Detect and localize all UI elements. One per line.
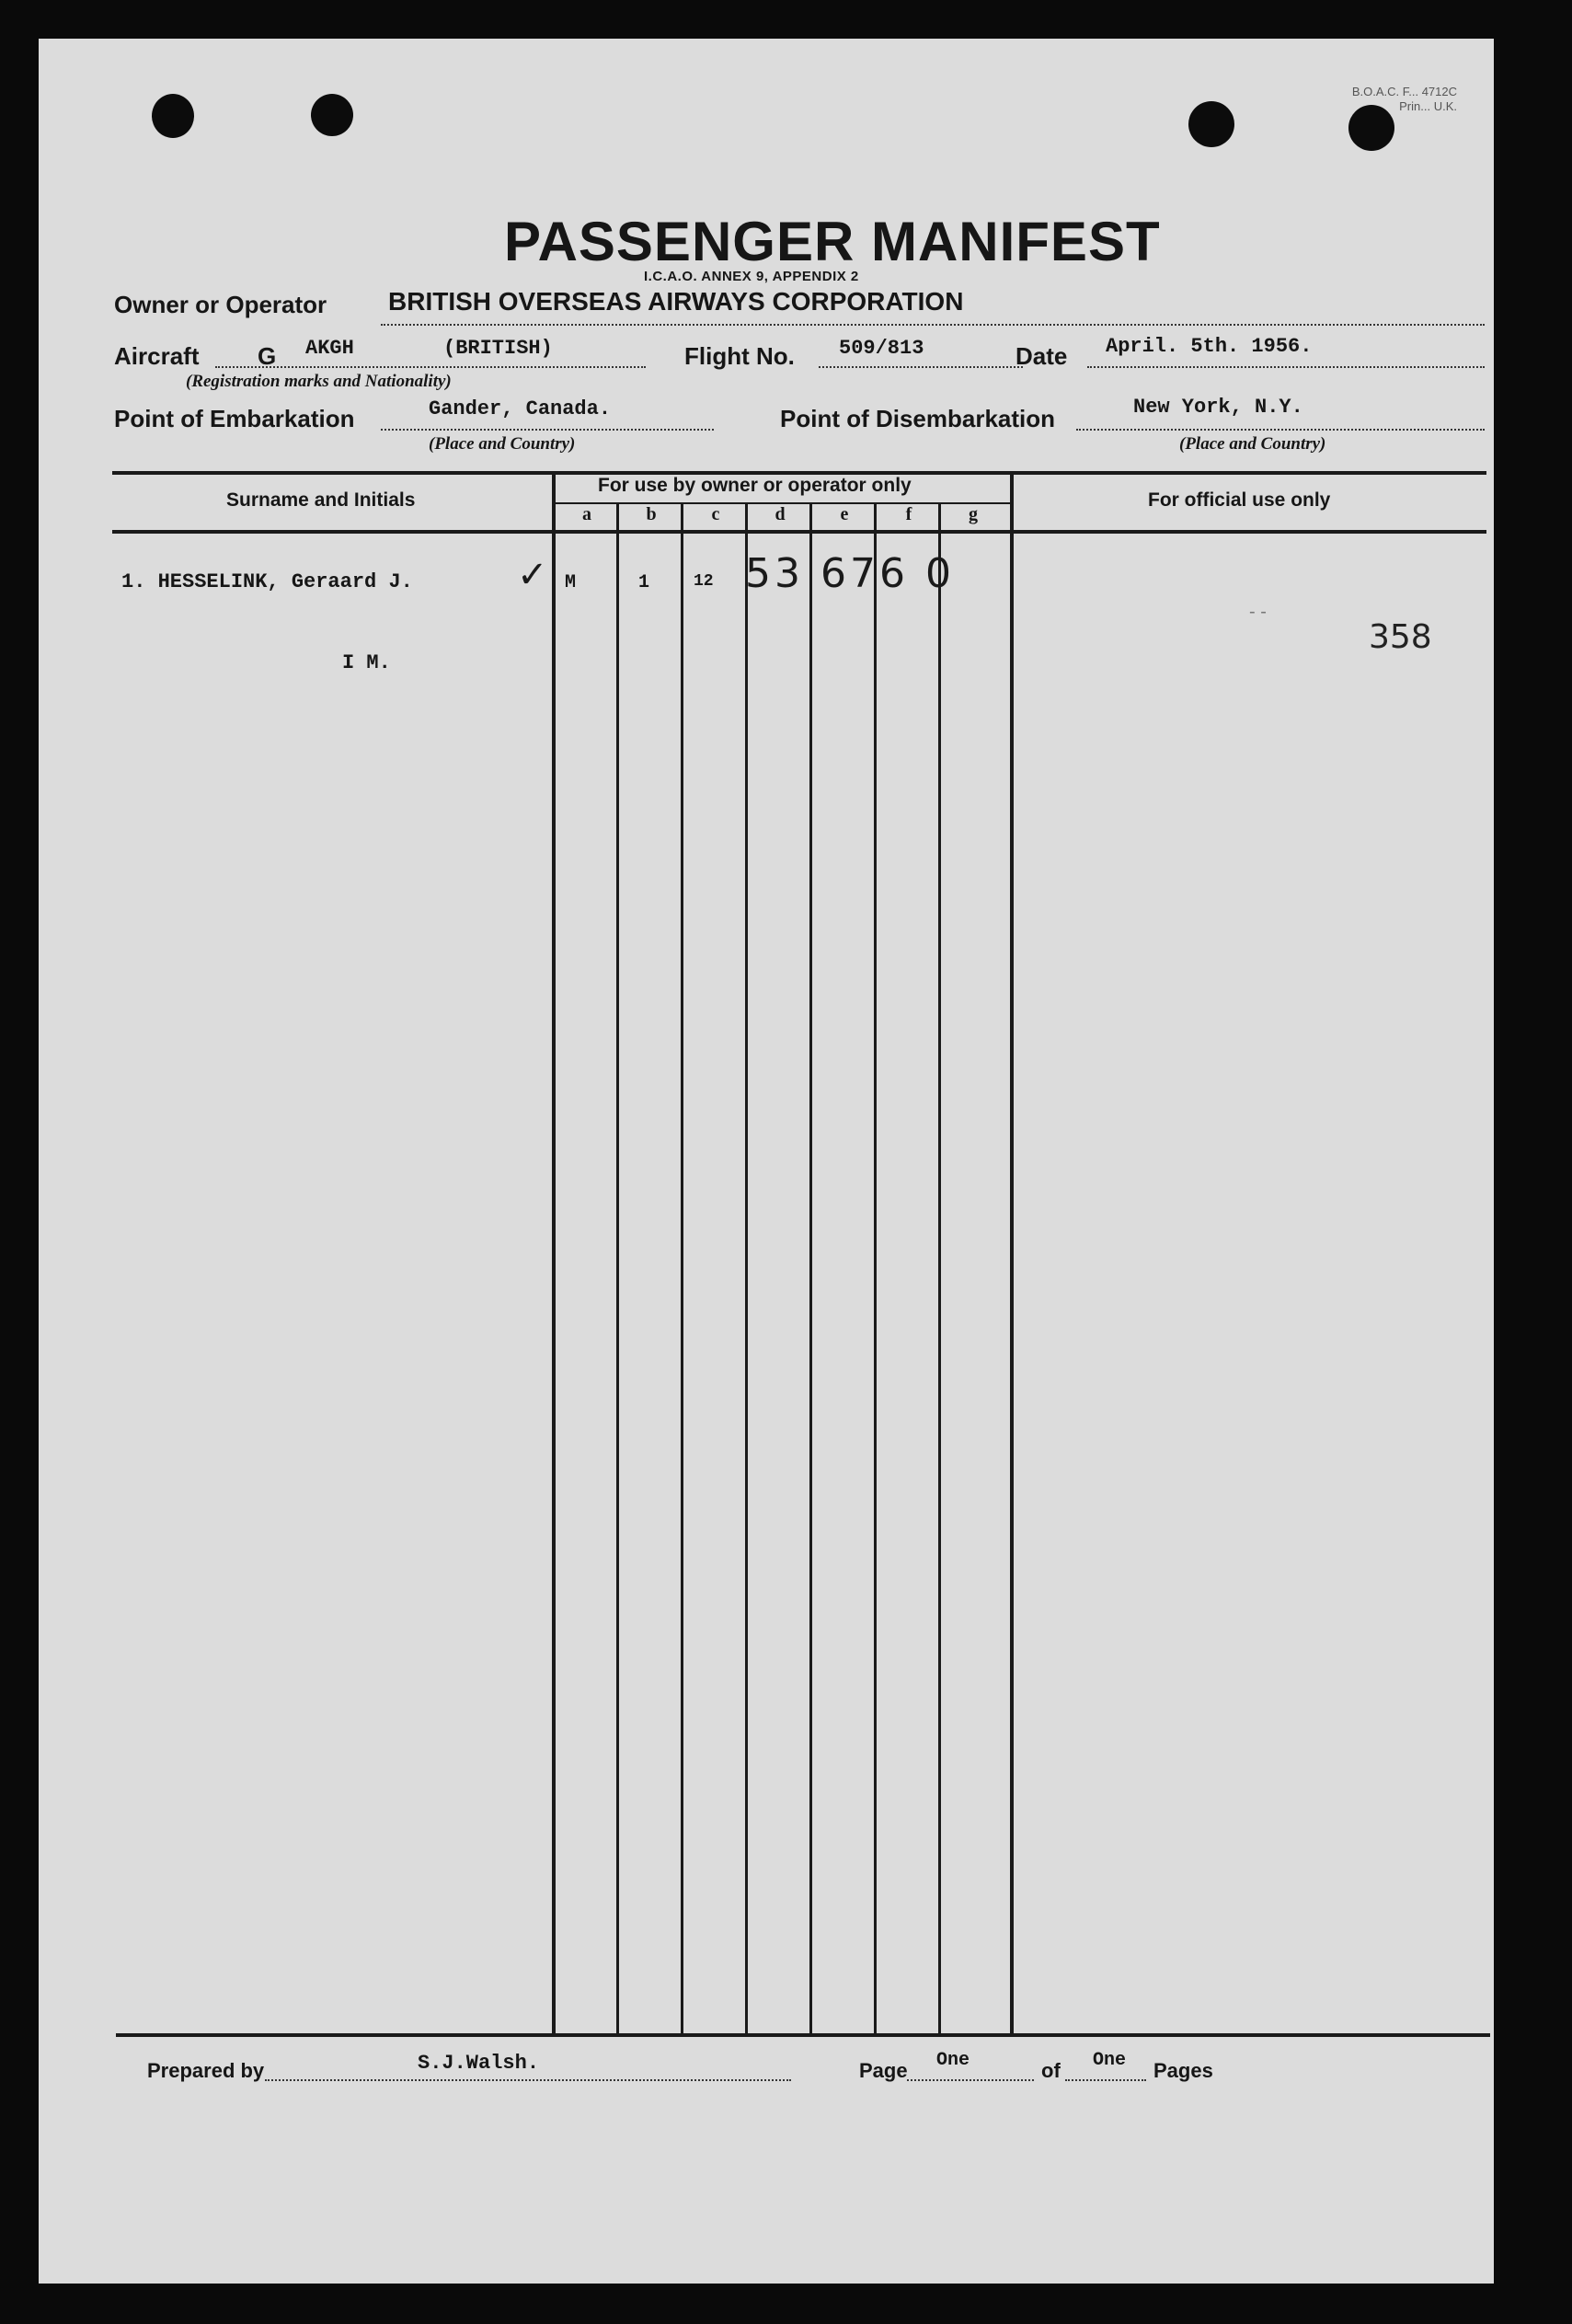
page-value: One <box>936 2050 970 2071</box>
embarkation-note: (Place and Country) <box>429 434 576 454</box>
official-faint-marks: - - <box>1249 602 1267 622</box>
date-label: Date <box>1015 342 1068 370</box>
col-header-a: a <box>582 504 591 524</box>
page-label: Page <box>859 2059 908 2082</box>
prepared-by-label: Prepared by <box>147 2059 265 2082</box>
form-code <box>1352 85 1457 114</box>
column-divider-name <box>552 473 556 2037</box>
col-header-f: f <box>905 504 912 524</box>
table-bottom-rule <box>116 2033 1490 2037</box>
flight-value: 509/813 <box>839 337 924 360</box>
prepared-by-underline <box>265 2079 791 2081</box>
page-subtitle: I.C.A.O. ANNEX 9, APPENDIX 2 <box>644 269 859 284</box>
col-header-e: e <box>840 504 849 524</box>
col-header-g: g <box>969 504 978 524</box>
col-header-d: d <box>775 504 786 524</box>
form-code-line-1: B.O.A.C. F... 4712C <box>1351 85 1457 98</box>
date-value: April. 5th. 1956. <box>1106 335 1313 358</box>
col-header-owner: For use by owner or operator only <box>598 475 912 496</box>
aircraft-value: AKGH <box>305 337 354 360</box>
column-divider-b <box>681 502 683 2037</box>
col-header-b: b <box>646 504 657 524</box>
form-code-line-2: Prin... U.K. <box>1399 99 1457 113</box>
page-title: PASSENGER MANIFEST <box>504 211 1161 272</box>
owner-value: BRITISH OVERSEAS AIRWAYS CORPORATION <box>388 287 964 316</box>
disembarkation-value: New York, N.Y. <box>1133 396 1303 419</box>
flight-underline <box>819 366 1023 368</box>
column-divider-e <box>874 502 877 2037</box>
passenger-col-c: 12 <box>694 572 714 591</box>
pages-label: Pages <box>1153 2059 1213 2082</box>
owner-label: Owner or Operator <box>114 291 327 318</box>
col-header-name: Surname and Initials <box>226 489 416 511</box>
column-divider-c <box>745 502 748 2037</box>
punch-hole-left-2 <box>311 94 353 136</box>
column-divider-d <box>809 502 812 2037</box>
aircraft-nationality: (BRITISH) <box>443 337 553 360</box>
punch-hole-left-1 <box>152 94 194 138</box>
table-header-bottom-rule <box>112 530 1486 534</box>
owner-underline <box>381 324 1485 326</box>
aircraft-label: Aircraft <box>114 342 200 370</box>
aircraft-underline <box>215 366 646 368</box>
column-divider-a <box>616 502 619 2037</box>
column-divider-f <box>938 502 941 2037</box>
disembarkation-underline <box>1076 429 1485 431</box>
embarkation-value: Gander, Canada. <box>429 397 612 420</box>
aircraft-note: (Registration marks and Nationality) <box>186 372 452 391</box>
embarkation-label: Point of Embarkation <box>114 405 355 432</box>
passenger-col-a: M <box>565 572 577 593</box>
of-label: of <box>1041 2059 1061 2082</box>
remark: I M. <box>342 651 391 674</box>
check-mark: ✓ <box>517 554 548 596</box>
col-header-official: For official use only <box>1148 489 1331 511</box>
column-divider-official <box>1010 473 1014 2037</box>
passenger-col-b: 1 <box>638 572 650 593</box>
col-header-c: c <box>711 504 720 524</box>
official-stamp-number: 358 <box>1369 618 1432 656</box>
embarkation-underline <box>381 429 714 431</box>
passenger-entry: 1. HESSELINK, Geraard J. <box>121 570 413 593</box>
prepared-by-value: S.J.Walsh. <box>418 2052 540 2075</box>
page-underline <box>907 2079 1034 2081</box>
date-underline <box>1087 366 1485 368</box>
punch-hole-right-1 <box>1188 101 1234 147</box>
aircraft-prefix: G <box>258 342 277 370</box>
disembarkation-note: (Place and Country) <box>1179 434 1326 454</box>
disembarkation-label: Point of Disembarkation <box>780 405 1056 432</box>
passenger-handwritten-codes: 53 676 0 <box>745 550 955 597</box>
of-underline <box>1065 2079 1146 2081</box>
flight-label: Flight No. <box>684 342 795 370</box>
manifest-sheet <box>39 39 1494 2284</box>
of-value: One <box>1093 2050 1127 2071</box>
